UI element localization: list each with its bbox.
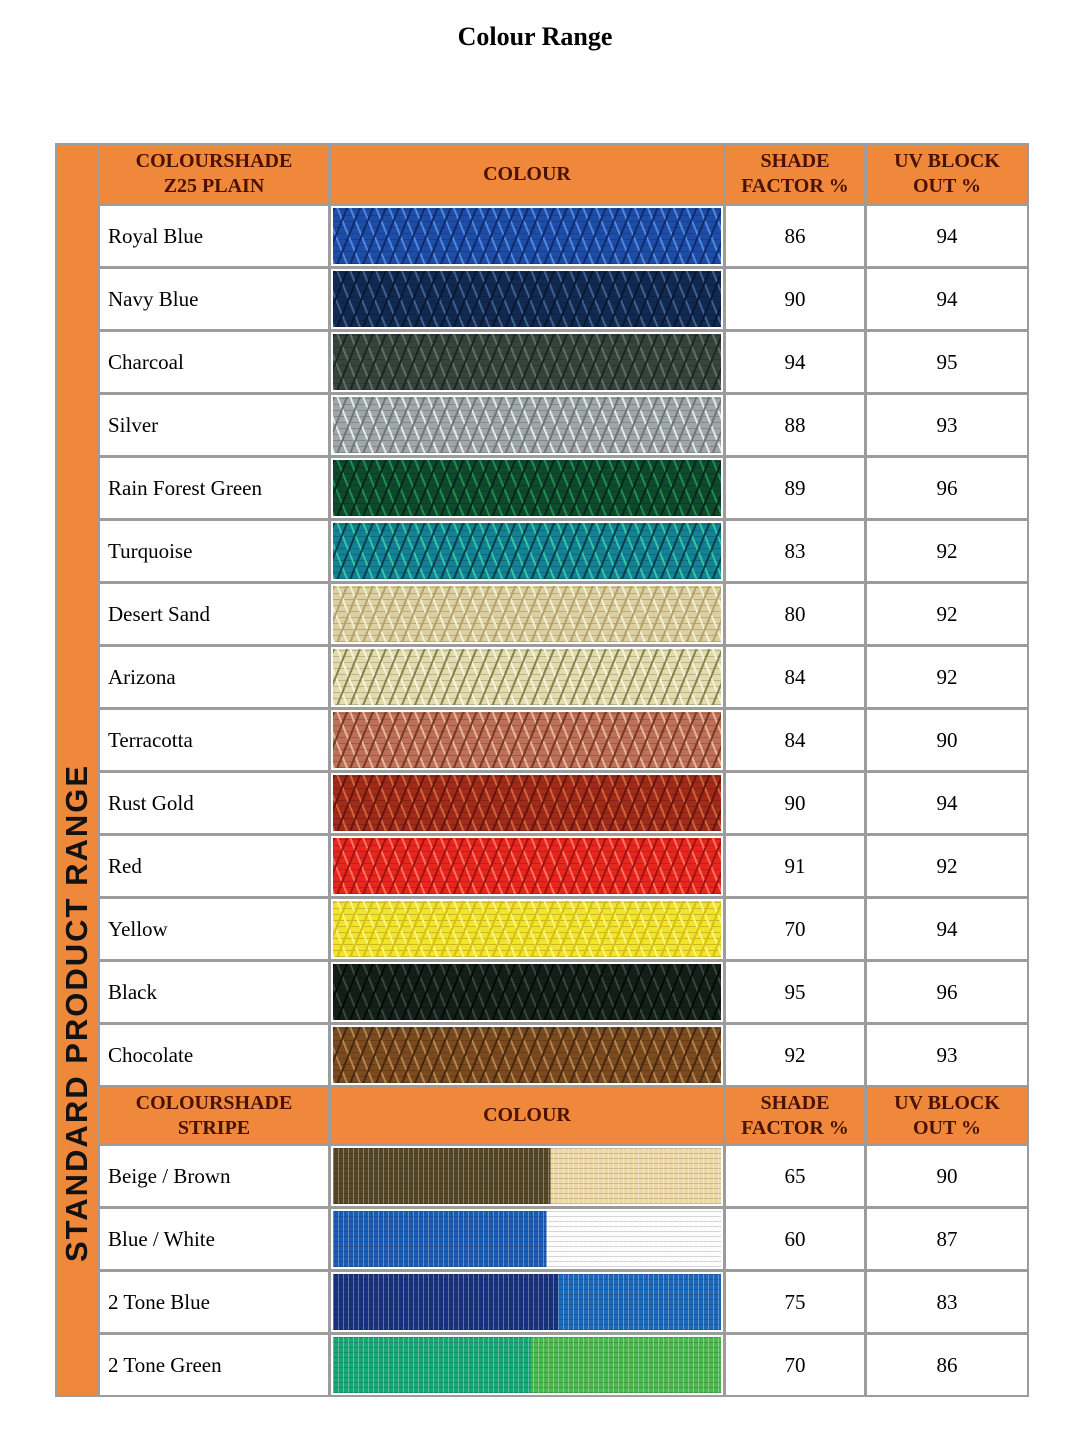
table-row [100,206,1027,266]
colour-swatch-cell [331,962,723,1022]
colour-name-cell [100,458,328,518]
shade-factor-cell: 70 [726,1335,864,1395]
colour-name: Rain Forest Green [108,475,262,500]
table-row [100,710,1027,770]
header-shade-factor-line: FACTOR % [741,175,849,197]
colour-name: Beige / Brown [108,1163,231,1188]
colour-name-cell [100,1272,328,1332]
uv-block-cell: 92 [867,836,1027,896]
header-product-line: COLOURSHADE [135,150,293,172]
colour-name-cell [100,1025,328,1085]
colour-swatch-cell [331,836,723,896]
colour-name-cell [100,962,328,1022]
colour-name-cell [100,899,328,959]
table-row [100,332,1027,392]
shade-factor-cell: 60 [726,1209,864,1269]
table-row [100,1335,1027,1395]
section-header-row [100,1088,1027,1143]
colour-name-cell [100,395,328,455]
header-uv-block-line: OUT % [913,1116,981,1139]
uv-block-cell: 96 [867,962,1027,1022]
uv-block-cell: 86 [867,1335,1027,1395]
colour-swatch-cell [331,1146,723,1206]
shade-factor-cell: 91 [726,836,864,896]
shade-factor-cell: 95 [726,962,864,1022]
colour-name-cell [100,584,328,644]
shade-factor-cell: 94 [726,332,864,392]
uv-block-cell: 92 [867,647,1027,707]
colour-swatch-cell [331,899,723,959]
colour-name: Rust Gold [108,790,194,815]
header-colour [331,1088,723,1143]
table-row [100,395,1027,455]
colour-swatch-cell [331,269,723,329]
section-header-row [100,145,1027,203]
header-uv-block [867,145,1027,203]
colour-swatch-cell [331,206,723,266]
colour-name: Blue / White [108,1226,215,1251]
uv-block-cell: 90 [867,710,1027,770]
table-row [100,584,1027,644]
colour-name: Black [108,979,157,1004]
colour-name: Royal Blue [108,223,204,248]
fabric-swatch [333,1211,721,1267]
shade-factor-cell: 90 [726,773,864,833]
colour-swatch-cell [331,647,723,707]
colour-swatch-cell [331,710,723,770]
colour-swatch-cell [331,1272,723,1332]
shade-factor-cell: 84 [726,710,864,770]
table-row [100,521,1027,581]
uv-block-cell: 93 [867,1025,1027,1085]
fabric-swatch [333,838,721,894]
colour-swatch-cell [331,458,723,518]
fabric-swatch [333,964,721,1020]
colour-name: Red [108,853,142,878]
uv-block-cell: 95 [867,332,1027,392]
colour-name-cell [100,269,328,329]
table-row [100,1146,1027,1206]
shade-factor-cell: 90 [726,269,864,329]
shade-factor-cell: 70 [726,899,864,959]
fabric-swatch [333,1274,721,1330]
table-row [100,647,1027,707]
fabric-swatch [333,1027,721,1083]
colour-name-cell [100,206,328,266]
fabric-swatch [333,397,721,453]
colour-name: Charcoal [108,349,184,374]
header-product-line: STRIPE [177,1116,251,1139]
colour-name: 2 Tone Green [108,1352,222,1377]
uv-block-cell: 93 [867,395,1027,455]
table-row [100,836,1027,896]
fabric-swatch [333,334,721,390]
colour-name: Silver [108,412,159,437]
header-colour [331,145,723,203]
colour-swatch-cell [331,1209,723,1269]
colour-name-cell [100,773,328,833]
fabric-swatch [333,271,721,327]
header-product [100,145,328,203]
colour-name-cell [100,332,328,392]
shade-factor-cell: 83 [726,521,864,581]
table-row [100,773,1027,833]
shade-factor-cell: 84 [726,647,864,707]
uv-block-cell: 87 [867,1209,1027,1269]
fabric-swatch [333,649,721,705]
fabric-swatch [333,586,721,642]
colour-swatch-cell [331,584,723,644]
header-uv-block-line: OUT % [913,175,981,197]
shade-factor-cell: 88 [726,395,864,455]
uv-block-cell: 94 [867,899,1027,959]
table-row [100,458,1027,518]
sidebar-label: STANDARD PRODUCT RANGE [59,763,94,1263]
colour-swatch-cell [331,521,723,581]
fabric-swatch [333,1337,721,1393]
fabric-swatch [333,523,721,579]
colour-swatch-cell [331,332,723,392]
colour-name-cell [100,1146,328,1206]
header-shade-factor [726,1088,864,1143]
shade-factor-cell: 92 [726,1025,864,1085]
fabric-swatch [333,775,721,831]
colour-name-cell [100,710,328,770]
uv-block-cell: 92 [867,584,1027,644]
uv-block-cell: 96 [867,458,1027,518]
colour-name-cell [100,1335,328,1395]
table-row [100,1025,1027,1085]
fabric-swatch [333,1148,721,1204]
shade-factor-cell: 86 [726,206,864,266]
header-shade-factor-line: SHADE [760,1091,830,1114]
shade-factor-cell: 65 [726,1146,864,1206]
header-colour-label: COLOUR [483,162,571,185]
colour-name: Yellow [108,916,168,941]
colour-name: Navy Blue [108,286,199,311]
table-grid [100,145,1027,1395]
shade-factor-cell: 75 [726,1272,864,1332]
header-product-line: Z25 PLAIN [163,175,265,197]
fabric-swatch [333,208,721,264]
colour-name: Terracotta [108,727,193,752]
header-shade-factor-line: FACTOR % [741,1116,849,1139]
fabric-swatch [333,460,721,516]
colour-name-cell [100,647,328,707]
colour-swatch-cell [331,395,723,455]
header-shade-factor-line: SHADE [760,150,830,172]
uv-block-cell: 94 [867,269,1027,329]
header-product [100,1088,328,1143]
fabric-swatch [333,901,721,957]
colour-swatch-cell [331,773,723,833]
shade-factor-cell: 80 [726,584,864,644]
table-row [100,1209,1027,1269]
table-row [100,269,1027,329]
header-colour-label: COLOUR [483,1104,571,1126]
header-uv-block-line: UV BLOCK [894,1091,1000,1114]
page-title: Colour Range [457,22,613,51]
sidebar-band [57,145,97,1395]
colour-name-cell [100,836,328,896]
uv-block-cell: 83 [867,1272,1027,1332]
colour-swatch-cell [331,1025,723,1085]
shade-factor-cell: 89 [726,458,864,518]
uv-block-cell: 94 [867,206,1027,266]
colour-name: Turquoise [108,538,193,563]
uv-block-cell: 92 [867,521,1027,581]
colour-name: Arizona [108,664,176,689]
colour-swatch-cell [331,1335,723,1395]
header-uv-block-line: UV BLOCK [894,150,1000,172]
header-shade-factor [726,145,864,203]
fabric-swatch [333,712,721,768]
colour-name: 2 Tone Blue [108,1289,210,1314]
colour-range-table [55,143,1029,1397]
table-row [100,899,1027,959]
colour-name-cell [100,1209,328,1269]
uv-block-cell: 90 [867,1146,1027,1206]
colour-name-cell [100,521,328,581]
table-row [100,962,1027,1022]
header-product-line: COLOURSHADE [135,1091,293,1114]
table-row [100,1272,1027,1332]
colour-name: Desert Sand [108,601,211,626]
colour-name: Chocolate [108,1042,194,1067]
header-uv-block [867,1088,1027,1143]
uv-block-cell: 94 [867,773,1027,833]
